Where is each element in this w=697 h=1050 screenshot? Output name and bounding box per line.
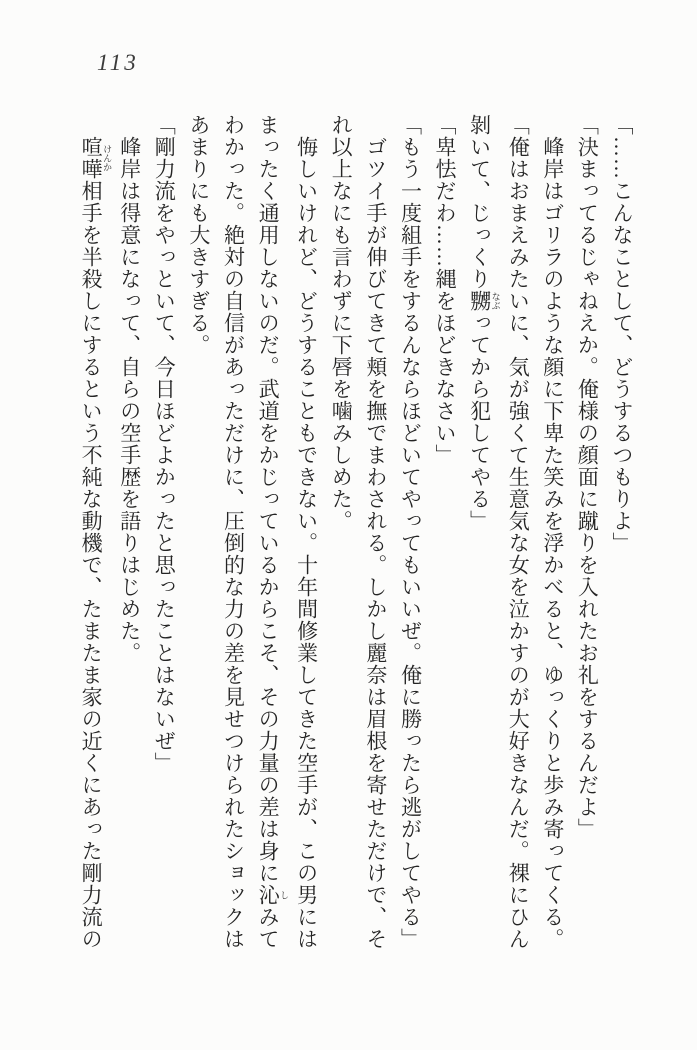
- furigana: なぶ: [490, 290, 501, 312]
- text-run: みて: [256, 906, 281, 950]
- text-column: [462, 114, 501, 962]
- text-run: 悔しいけれど、どうすることもできない。十年間修業してきた空手が、この男には: [294, 136, 319, 950]
- text-run: れ以上なにも言わずに下唇を噛みしめた。: [329, 114, 354, 532]
- text-column: [570, 114, 605, 962]
- text-column: [74, 114, 113, 962]
- furigana-annotated-text: 嬲 なぶ: [467, 290, 501, 312]
- text-column: [393, 114, 428, 962]
- text-column: [358, 114, 393, 962]
- text-column: [250, 114, 289, 962]
- text-run: 峰岸はゴリラのような顔に下卑た笑みを浮かべると、ゆっくりと歩み寄ってくる。: [540, 136, 565, 950]
- text-column: [535, 114, 570, 962]
- furigana: し: [279, 884, 290, 906]
- furigana-annotated-text: 沁 し: [256, 884, 290, 906]
- text-run: 「もう一度組手をするんならほどいてやってもいいぜ。俺に勝ったら逃がしてやる」: [398, 114, 423, 950]
- text-column: [147, 114, 182, 962]
- text-column: [604, 114, 639, 962]
- text-run: ってから犯してやる」: [467, 312, 492, 532]
- text-run: 「決まってるじゃねえか。俺様の顔面に蹴りを入れたお礼をするんだよ」: [575, 114, 600, 840]
- text-column: [216, 114, 251, 962]
- text-run: 「俺はおまえみたいに、気が強くて生意気な女を泣かすのが大好きなんだ。裸にひん: [506, 114, 531, 950]
- text-column: [181, 114, 216, 962]
- text-run: 剝いて、じっくり: [467, 114, 492, 290]
- text-run: わかった。絶対の自信があっただけに、圧倒的な力の差を見せつけられたショックは: [221, 114, 246, 950]
- text-run: まったく通用しないのだ。武道をかじっているからこそ、その力量の差は身に: [256, 114, 281, 884]
- text-column: [112, 114, 147, 962]
- furigana: けんか: [102, 136, 113, 180]
- page-number: 113: [97, 50, 139, 75]
- text-run: 峰岸は得意になって、自らの空手歴を語りはじめた。: [117, 136, 142, 664]
- text-column: [289, 114, 324, 962]
- text-column: [427, 114, 462, 962]
- text-body: [74, 114, 640, 962]
- text-run: 「剛力流をやっといて、今日ほどよかったと思ったことはないぜ」: [152, 114, 177, 774]
- furigana-annotated-text: 喧嘩 けんか: [79, 136, 113, 180]
- text-run: ゴツイ手が伸びてきて頬を撫でまわされる。しかし麗奈は眉根を寄せただけで、そ: [363, 136, 388, 950]
- text-run: 「……こんなことして、どうするつもりよ」: [610, 114, 634, 554]
- text-run: あまりにも大きすぎる。: [186, 114, 211, 356]
- text-column: [324, 114, 359, 962]
- text-column: [501, 114, 536, 962]
- text-run: 相手を半殺しにするという不純な動機で、たまたま家の近くにあった剛力流の: [79, 180, 104, 950]
- text-run: 「卑怯だわ……縄をほどきなさい」: [433, 114, 458, 466]
